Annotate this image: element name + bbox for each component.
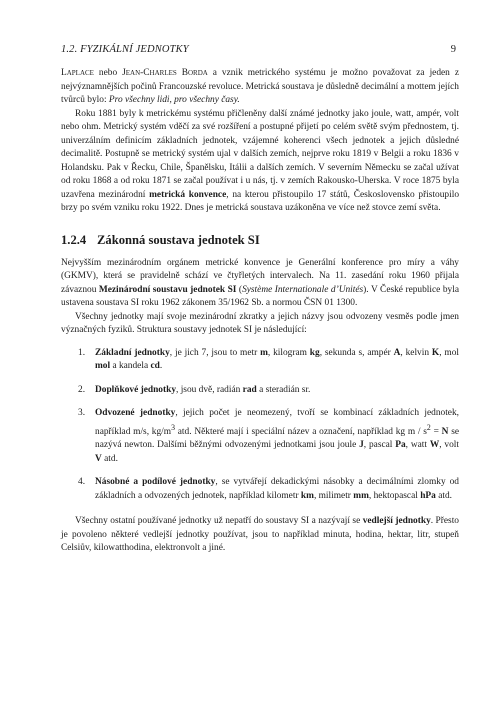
unit: mol	[95, 361, 111, 371]
unit: W	[429, 440, 440, 451]
paragraph-gkmv	[61, 257, 459, 311]
text: a vznik metrického systému je možno považovat za jeden z nejvýznamnějších počinů Francouzské revoluce. Metrická soustava je důsledně decimální a mottem jejích tvůrců bylo:	[61, 68, 459, 105]
text: Nejvyšším mezinárodním orgánem metrické konvence je Generální konference pro míry a váhy (GKMV), která se pravidelně schází ve čtyřletých intervalech. Na 11. zasedání roku 1960 přijala závaznou	[61, 257, 459, 295]
text: atd.	[435, 490, 452, 501]
superscript: 2	[426, 422, 431, 432]
page-number: 9	[450, 44, 456, 55]
item-head: Doplňkové jednotky	[95, 384, 177, 395]
unit: cd	[150, 361, 160, 371]
text: (	[236, 284, 243, 295]
item-number: 1.	[78, 347, 86, 358]
unit: K	[431, 347, 440, 358]
text: atd.	[101, 453, 118, 464]
superscript: 3	[171, 422, 176, 432]
text: a kandela	[110, 361, 151, 371]
section-number: 1.2.4	[61, 232, 87, 247]
text: , pascal	[363, 440, 396, 451]
item-number: 4.	[78, 477, 86, 488]
text: a steradián sr.	[256, 384, 311, 395]
text: Všechny ostatní používané jednotky už nepatří do soustavy SI a nazývají se	[75, 516, 363, 527]
unit: A	[393, 347, 401, 358]
text: , je jich 7, jsou to metr	[169, 347, 261, 358]
text: Všechny jednotky mají svoje mezinárodní zkratky a jejich názvy jsou odvozeny vesměs podle jmen význačných fyziků. Struktura soustavy jednotek SI je následující:	[61, 311, 459, 335]
text: , hektopascal	[368, 490, 421, 501]
text: , na kterou přistoupilo 17 států, Československo přistoupilo brzy po svém vzniku roku 1922. Dnes je metrická soustava uzákoněna ve více než stovce zemí světa.	[61, 189, 460, 213]
text: , mol	[439, 347, 459, 358]
text: nebo	[93, 68, 123, 78]
text: , se vytvářejí dekadickými násobky a decimálními zlomky od základních a odvozených jednotek, například kilometr	[95, 477, 459, 501]
list-item	[61, 384, 459, 398]
text: ). V České republice byla ustavena soustava SI roku 1962 zákonem 35/1962 Sb. a normou ČSN 01 1300.	[61, 284, 459, 308]
section-title: Zákonná soustava jednotek SI	[97, 232, 260, 247]
list-item	[61, 407, 459, 466]
paragraph-history	[61, 108, 459, 216]
motto: Pro všechny lidi, pro všechny časy.	[108, 95, 240, 105]
unit: V	[95, 453, 102, 464]
si-structure-list	[61, 347, 459, 504]
text: , jsou dvě, radián	[176, 384, 243, 395]
term-metric-convention: metrická konvence	[149, 189, 227, 200]
item-head: Odvozené jednotky	[95, 408, 176, 418]
text: , kilogram	[267, 347, 310, 358]
text: , jejich počet je neomezený, tvoří se kombinací základních jednotek, například m/s, kg/m	[95, 408, 459, 437]
term-si-french: Système Internationale d’Unités	[242, 284, 364, 295]
term-si: Mezinárodní soustavu jednotek SI	[98, 284, 237, 295]
unit: Pa	[395, 440, 406, 451]
unit: kg	[309, 347, 320, 358]
term-secondary-units: vedlejší jednotky	[362, 516, 431, 527]
text: , sekunda s, ampér	[319, 347, 394, 358]
unit: hPa	[420, 490, 436, 501]
item-number: 3.	[78, 408, 86, 418]
text: , volt	[439, 440, 459, 451]
list-item	[61, 347, 459, 374]
text: Roku 1881 byly k metrickému systému přičleněny další známé jednotky jako joule, watt, ampér, volt nebo ohm. Metrický systém vděčí za své rozšíření a postupné přijetí po celém světě svým přednostem, tj. univerzálním definicím základních jednotek, vzájemné koherenci všech jednotek a jejich důsledné decimalitě. Postupně se metrický systém ujal v dalších zemích, nejprve roku 1819 v Belgii a roku 1836 v Holandsku. Pak v Řecku, Chile, Španělsku, Itálii a dalších zemích. V severním Německu se začal užívat od roku 1868 a od roku 1871 se začal používat i u nás, tj. v zemích Rakousko-Uherska. V roce 1875 byla uzavřena mezinárodní	[61, 108, 459, 200]
text: , milimetr	[313, 490, 354, 501]
unit: m	[260, 347, 268, 358]
running-head	[61, 44, 456, 56]
paragraph-laplace	[61, 67, 459, 108]
chapter-title: 1.2. FYZIKÁLNÍ JEDNOTKY	[61, 44, 189, 55]
text: =	[430, 426, 442, 437]
item-number: 2.	[78, 384, 86, 395]
unit: J	[359, 440, 364, 451]
unit: mm	[353, 490, 369, 501]
text: atd. Některé mají i speciální název a označení, například kg m / s	[175, 426, 427, 437]
unit: rad	[242, 384, 257, 395]
name-borda: Jean-Charles Borda	[122, 68, 208, 78]
text: , kelvin	[400, 347, 432, 358]
text: , watt	[405, 440, 430, 451]
section-heading	[61, 233, 459, 248]
text: se nazývá newton. Dalšími běžnými odvozenými jednotkami jsou joule	[95, 426, 460, 451]
text: .	[159, 361, 163, 371]
name-laplace: Laplace	[61, 68, 94, 78]
paragraph-structure	[61, 311, 459, 338]
unit: km	[300, 490, 314, 501]
item-head: Násobné a podílové jednotky	[95, 477, 216, 488]
item-head: Základní jednotky	[95, 347, 170, 358]
list-item	[61, 476, 459, 503]
unit: N	[441, 426, 449, 437]
paragraph-secondary-units	[61, 515, 459, 556]
page-body	[61, 67, 459, 556]
text: . Přesto je povoleno některé vedlejší jednotky používat, jsou to například minuta, hodina, hektar, litr, stupeň Celsiův, kilowatthodina, elektronvolt a jiné.	[61, 516, 459, 554]
